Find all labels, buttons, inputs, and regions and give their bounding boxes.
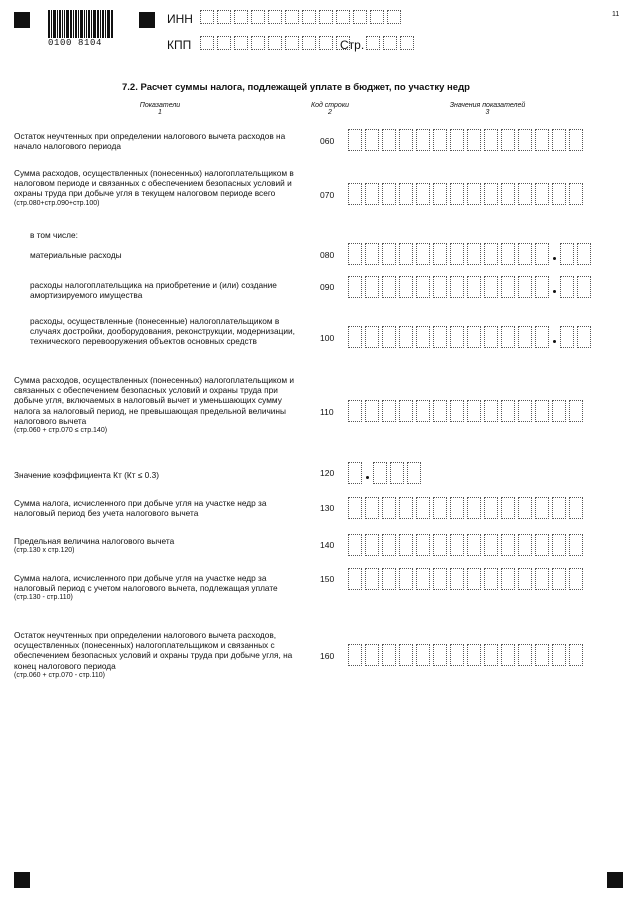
column-header-values — [420, 102, 555, 116]
row-160-value-field[interactable] — [348, 644, 586, 666]
row-060-code: 060 — [320, 136, 335, 146]
page-number: 11 — [612, 11, 620, 18]
row-060-label — [14, 131, 294, 151]
row-160-label — [14, 630, 309, 681]
row-110-text: Сумма расходов, осуществленных (понесенных) налогоплательщиком и связанных с обеспечением безопасных условий и охраны труда при добыче угля, включаемых в налоговый вычет и уменьшающих сумму налога за налоговый период, не превышающая предельной величины налогового вычета — [14, 375, 294, 426]
including-label: в том числе: — [30, 230, 78, 240]
row-090-text: расходы налогоплательщика на приобретение и (или) создание амортизируемого имущества — [30, 280, 277, 301]
row-100-text: расходы, осуществленные (понесенные) налогоплательщиком в случаях достройки, дооборудования, реконструкции, модернизации, технического перевооружения объектов основных средств — [30, 316, 295, 347]
row-070-label — [14, 168, 309, 209]
row-070-value-field[interactable] — [348, 183, 586, 205]
row-150-formula: (стр.130 - стр.110) — [14, 594, 73, 602]
row-120-text: Значение коэффициента Кт (Кт ≤ 0.3) — [14, 470, 159, 480]
column-header-3-number: 3 — [485, 109, 490, 116]
row-110-value-field[interactable] — [348, 400, 586, 422]
inn-label: ИНН — [167, 12, 193, 26]
corner-marker-top-left — [14, 12, 30, 28]
row-080-value-field[interactable] — [348, 243, 594, 265]
page-number-field[interactable] — [366, 36, 417, 50]
row-110-formula: (стр.060 + стр.070 ≤ стр.140) — [14, 427, 108, 435]
row-160-formula: (стр.060 + стр.070 - стр.110) — [14, 671, 106, 679]
row-130-code: 130 — [320, 503, 335, 513]
row-080-text: материальные расходы — [30, 250, 122, 260]
row-060-value-field[interactable] — [348, 129, 586, 151]
column-header-1-number: 1 — [158, 109, 162, 116]
row-140-value-field[interactable] — [348, 534, 586, 556]
row-100-value-field[interactable] — [348, 326, 594, 348]
corner-marker-bottom-left — [14, 872, 30, 888]
corner-marker-top-mid — [139, 12, 155, 28]
row-150-value-field[interactable] — [348, 568, 586, 590]
row-130-value-field[interactable] — [348, 497, 586, 519]
row-140-formula: (стр.130 х стр.120) — [14, 547, 75, 555]
row-070-formula: (стр.080+стр.090+стр.100) — [14, 199, 100, 207]
row-070-text: Сумма расходов, осуществленных (понесенных) налогоплательщиком в налоговом периоде и связанных с обеспечением безопасных условий и охраны труда при добыче угля в текущем налоговом периоде всего — [14, 168, 294, 199]
inn-field[interactable] — [200, 10, 404, 24]
kpp-label: КПП — [167, 38, 192, 52]
barcode-number: 0100 8104 — [48, 38, 103, 48]
row-150-text: Сумма налога, исчисленного при добыче угля на участке недр за налоговый период с учетом налогового вычета, подлежащая уплате — [14, 573, 278, 594]
decimal-point — [553, 257, 556, 260]
decimal-point — [366, 476, 369, 479]
column-header-2-number: 2 — [328, 109, 332, 116]
row-130-text: Сумма налога, исчисленного при добыче угля на участке недр за налоговый период без учета налогового вычета — [14, 498, 267, 519]
row-120-code: 120 — [320, 468, 335, 478]
decimal-point — [553, 340, 556, 343]
section-title: 7.2. Расчет суммы налога, подлежащей уплате в бюджет, по участку недр — [122, 82, 470, 93]
row-160-code: 160 — [320, 651, 335, 661]
row-070-code: 070 — [320, 190, 335, 200]
column-header-2-label: Код строки — [310, 102, 350, 109]
row-060-text: Остаток неучтенных при определении налогового вычета расходов на начало налогового периода — [14, 131, 286, 152]
barcode-bars — [48, 10, 114, 38]
row-150-label — [14, 573, 304, 604]
row-150-code: 150 — [320, 574, 335, 584]
column-header-1-label: Показатели — [139, 102, 181, 109]
corner-marker-bottom-right — [607, 872, 623, 888]
row-090-code: 090 — [320, 282, 335, 292]
row-090-label — [30, 280, 300, 300]
column-header-code — [300, 102, 360, 116]
row-080-code: 080 — [320, 250, 335, 260]
row-080-label — [30, 250, 300, 260]
row-110-label — [14, 375, 309, 436]
row-160-text: Остаток неучтенных при определении налогового вычета расходов, осуществленных (понесенных) налогоплательщиком и связанных с обеспечением безопасных условий и охраны труда при добыче угля, на конец налогового периода — [14, 630, 293, 671]
page-label: Стр. — [340, 38, 365, 52]
decimal-point — [553, 290, 556, 293]
row-140-text: Предельная величина налогового вычета — [14, 536, 175, 546]
row-140-label — [14, 536, 294, 556]
row-140-code: 140 — [320, 540, 335, 550]
kpp-field[interactable] — [200, 36, 353, 50]
barcode — [48, 10, 114, 48]
column-header-indicators — [100, 102, 220, 116]
row-120-value-field[interactable] — [348, 462, 424, 484]
row-130-label — [14, 498, 304, 518]
column-header-3-label: Значения показателей — [449, 102, 526, 109]
row-100-label — [30, 316, 310, 347]
row-120-label — [14, 470, 294, 480]
row-090-value-field[interactable] — [348, 276, 594, 298]
row-100-code: 100 — [320, 333, 335, 343]
row-110-code: 110 — [320, 407, 334, 417]
